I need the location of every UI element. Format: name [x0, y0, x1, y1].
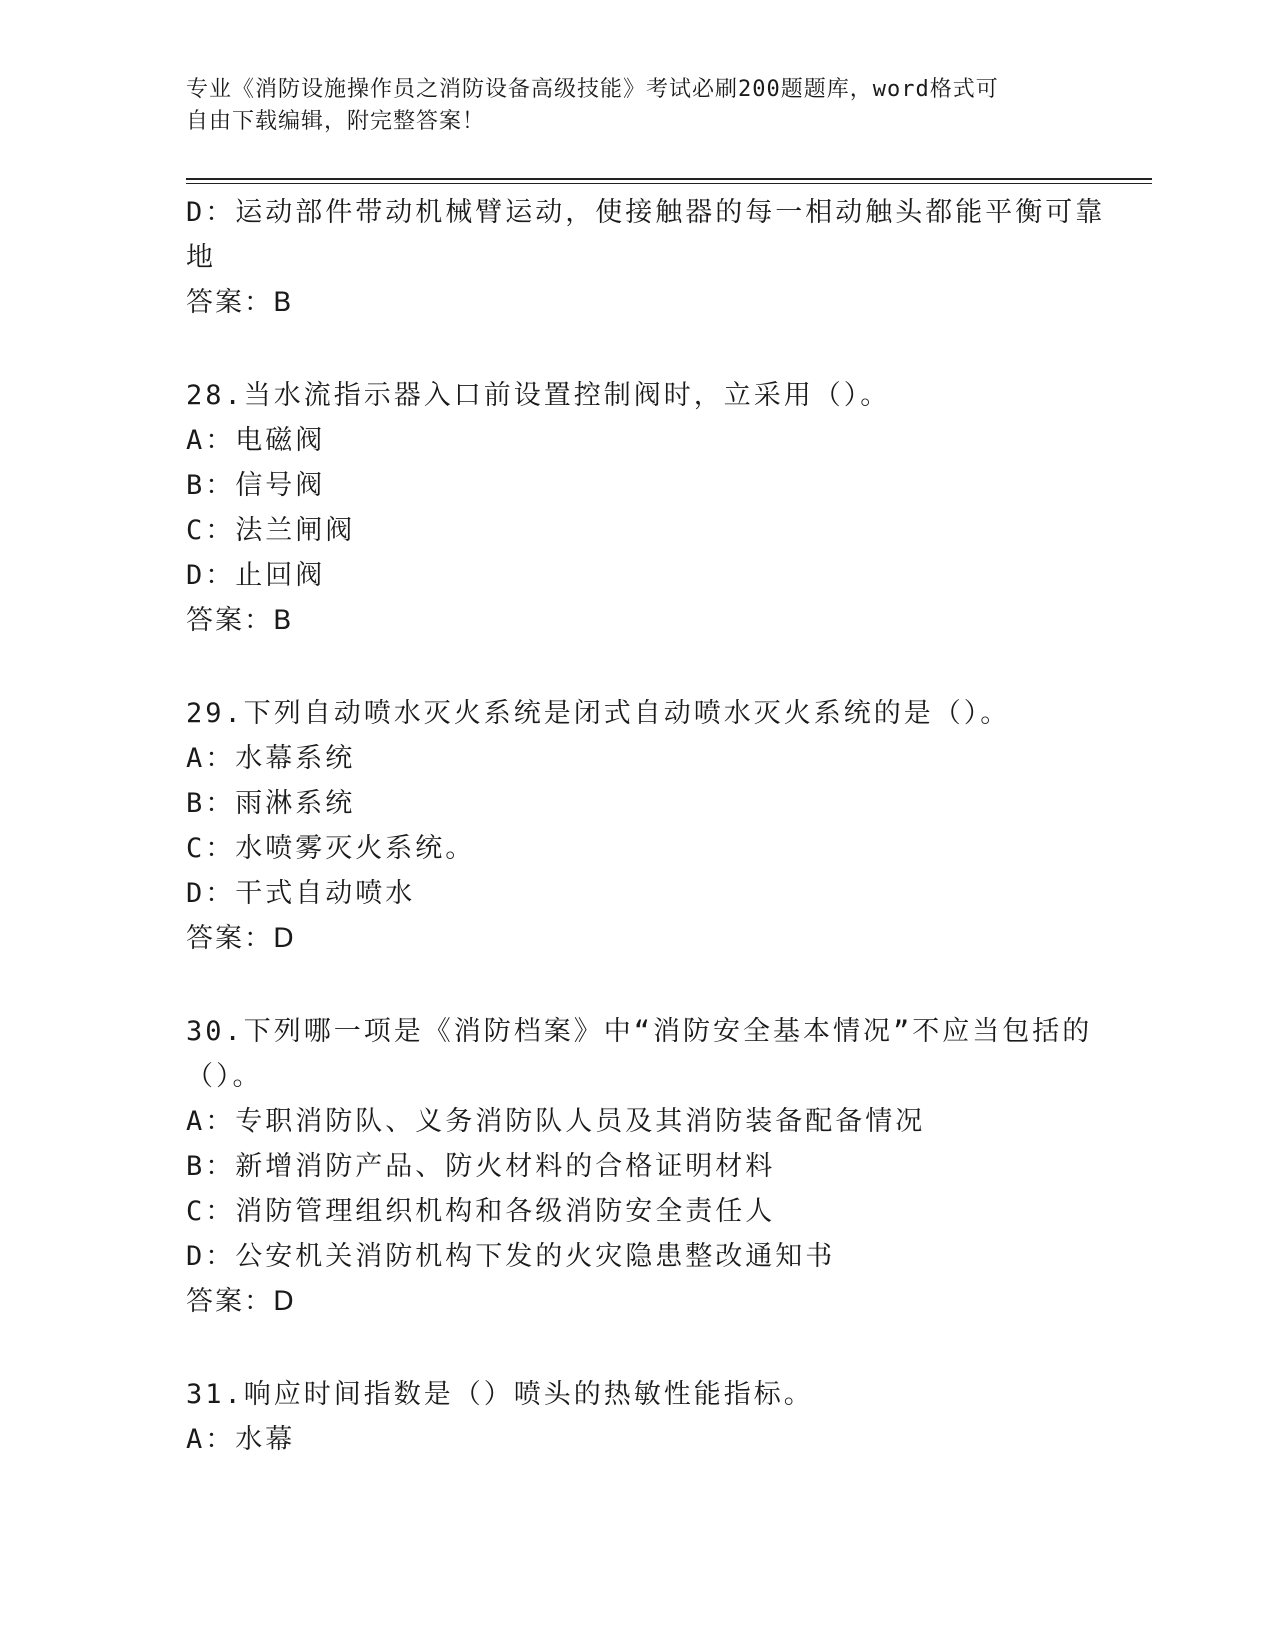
option-d: D：公安机关消防机构下发的火灾隐患整改通知书 [186, 1241, 836, 1272]
question-30 [186, 1009, 1093, 1324]
option-c: C：消防管理组织机构和各级消防安全责任人 [186, 1196, 776, 1227]
question-content [186, 190, 1106, 1462]
question-31 [186, 1372, 1086, 1462]
question-title: 31.响应时间指数是（）喷头的热敏性能指标。 [186, 1379, 814, 1410]
option-a: A：专职消防队、义务消防队人员及其消防装备配备情况 [186, 1106, 926, 1137]
spacer [186, 961, 1086, 1009]
header-rule-thin [186, 183, 1152, 184]
question-title: 28.当水流指示器入口前设置控制阀时，立采用（）。 [186, 380, 891, 411]
option-a: A：电磁阀 [186, 425, 326, 456]
option-c: C：法兰闸阀 [186, 515, 356, 546]
question-title: 29.下列自动喷水灭火系统是闭式自动喷水灭火系统的是（）。 [186, 698, 1011, 729]
option-d-line-1: D：运动部件带动机械臂运动，使接触器的每一相动触头都能平衡可靠 [186, 197, 1106, 228]
page-header [186, 74, 1066, 138]
option-d: D：干式自动喷水 [186, 878, 416, 909]
answer-line: 答案：B [186, 287, 294, 318]
spacer [186, 643, 1086, 691]
question-28 [186, 373, 1086, 643]
question-27-continued [186, 190, 1106, 325]
spacer [186, 1324, 1086, 1372]
question-title-line-2: （）。 [186, 1061, 263, 1092]
header-line-2: 自由下载编辑，附完整答案！ [186, 109, 486, 134]
option-d-line-2: 地 [186, 242, 216, 273]
option-a: A：水幕 [186, 1424, 296, 1455]
answer-line: 答案：D [186, 923, 296, 954]
option-b: B：雨淋系统 [186, 788, 356, 819]
spacer [186, 325, 1086, 373]
header-line-1: 专业《消防设施操作员之消防设备高级技能》考试必刷200题题库，word格式可 [186, 77, 999, 102]
header-rule-thick [186, 178, 1152, 180]
answer-line: 答案：D [186, 1286, 296, 1317]
option-b: B：新增消防产品、防火材料的合格证明材料 [186, 1151, 776, 1182]
option-d: D：止回阀 [186, 560, 326, 591]
option-b: B：信号阀 [186, 470, 326, 501]
question-29 [186, 691, 1086, 961]
option-c: C：水喷雾灭火系统。 [186, 833, 476, 864]
option-a: A：水幕系统 [186, 743, 356, 774]
question-title-line-1: 30.下列哪一项是《消防档案》中“消防安全基本情况”不应当包括的 [186, 1016, 1093, 1047]
answer-line: 答案：B [186, 605, 294, 636]
